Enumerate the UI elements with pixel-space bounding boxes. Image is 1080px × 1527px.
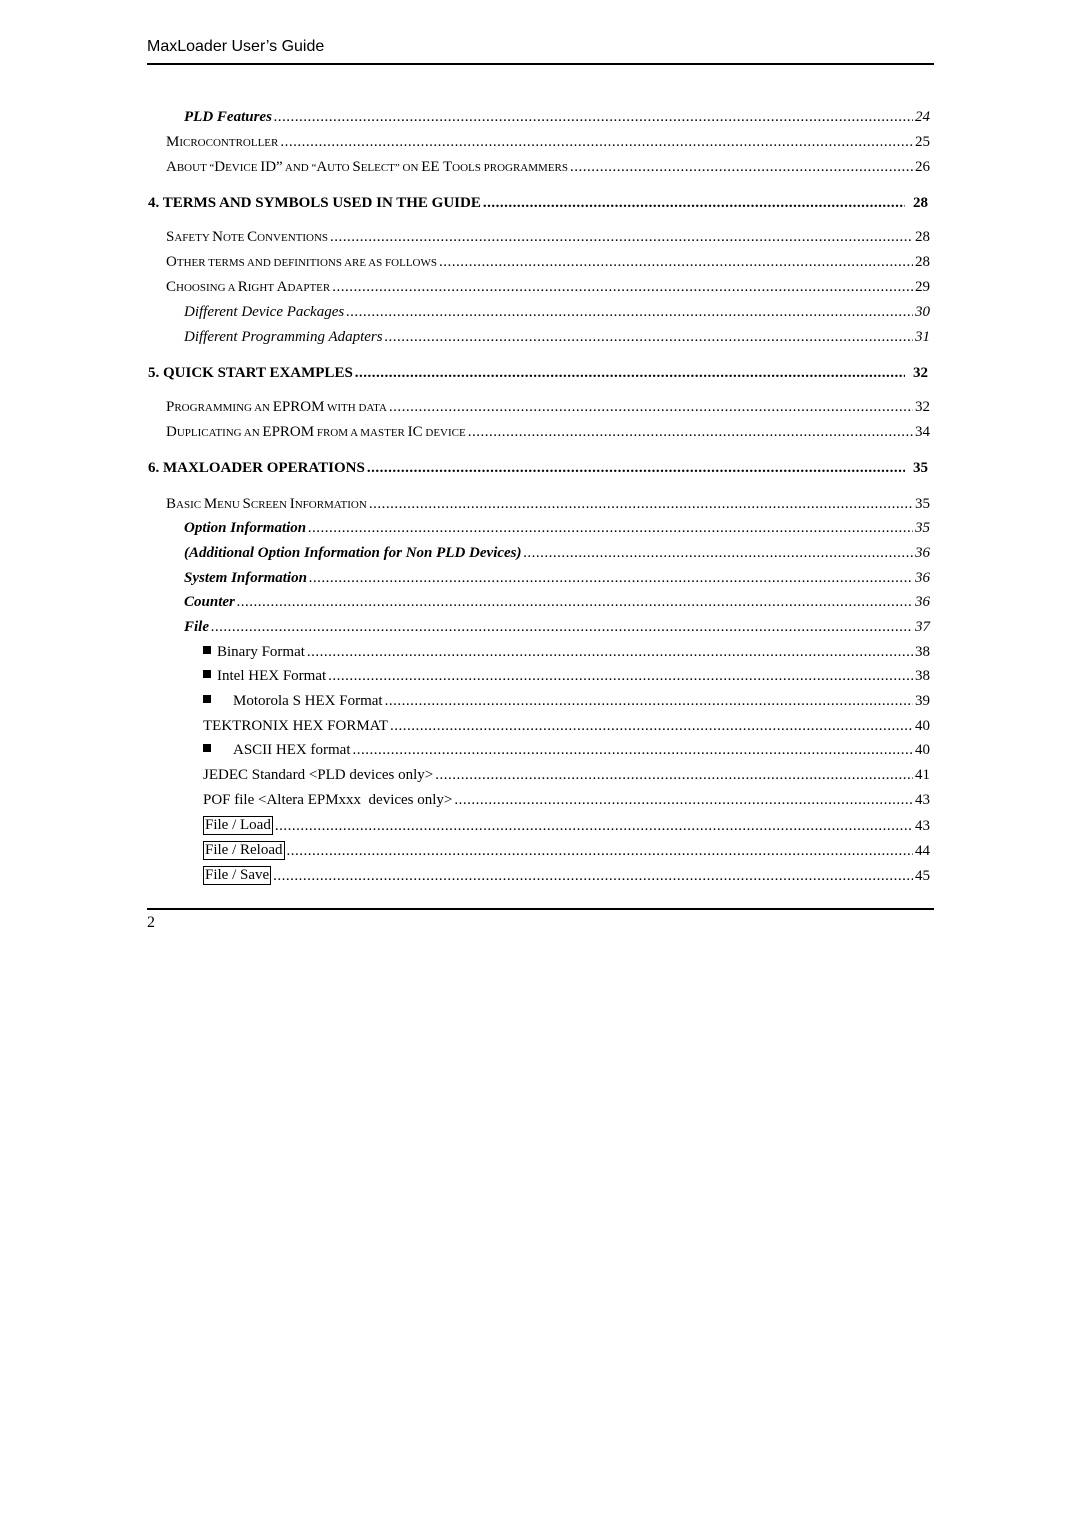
toc-chapter-5[interactable] [0,365,1080,387]
leader-dots [309,570,913,587]
toc-label: Different Programming Adapters [184,329,383,345]
toc-page-number: 38 [915,644,930,660]
toc-page-number: 44 [915,843,930,859]
toc-label: (Additional Option Information for Non PLD Devices) [184,545,522,561]
leader-dots [273,868,913,885]
leader-dots [390,718,913,735]
toc-chapter-6[interactable] [0,460,1080,482]
leader-dots [369,496,913,513]
leader-dots [346,304,913,321]
toc-label: Counter [184,594,235,610]
leader-dots [435,767,913,784]
toc-entry-programming-eprom[interactable] [0,399,1080,421]
toc-page-number: 43 [915,792,930,808]
leader-dots [308,520,913,537]
toc-label: MICROCONTROLLER [166,134,279,150]
toc-label: File / Load [205,817,271,833]
toc-label: TEKTRONIX HEX FORMAT [203,718,388,734]
toc-page-number: 45 [915,868,930,884]
toc-page-number: 30 [915,304,930,320]
toc-page-number: 24 [915,109,930,125]
leader-dots [367,460,905,477]
leader-dots [274,109,913,126]
toc-page-number: 35 [913,460,928,476]
toc-label: BASIC MENU SCREEN INFORMATION [166,496,367,512]
toc-page-number: 26 [915,159,930,175]
toc-label: PROGRAMMING AN EPROM WITH DATA [166,399,387,415]
toc-label: Intel HEX Format [203,668,326,685]
toc-label: File / Reload [205,842,283,858]
leader-dots [275,818,913,835]
toc-entry-file-load[interactable] [0,816,1080,838]
toc-entry-choosing-adapter[interactable] [0,279,1080,301]
toc-label: 4. TERMS AND SYMBOLS USED IN THE GUIDE [148,195,481,211]
leader-dots [483,195,905,212]
toc-entry-ascii-hex-format[interactable] [0,742,1080,764]
toc-entry-jedec-standard[interactable] [0,767,1080,789]
toc-page-number: 38 [915,668,930,684]
toc-page-number: 36 [915,545,930,561]
toc-page-number: 41 [915,767,930,783]
toc-page-number: 28 [913,195,928,211]
toc-label: System Information [184,570,307,586]
toc-entry-safety-note[interactable] [0,229,1080,251]
leader-dots [307,644,913,661]
toc-label: SAFETY NOTE CONVENTIONS [166,229,329,245]
leader-dots [385,329,913,346]
toc-label: 5. QUICK START EXAMPLES [148,365,353,381]
leader-dots [468,424,913,441]
toc-page-number: 34 [915,424,930,440]
toc-entry-file[interactable] [0,619,1080,641]
toc-entry-basic-menu-screen[interactable] [0,496,1080,518]
toc-entry-pld-features[interactable] [0,109,1080,131]
leader-dots [454,792,913,809]
toc-page-number: 25 [915,134,930,150]
toc-entry-counter[interactable] [0,594,1080,616]
toc-label: File / Save [205,867,270,883]
toc-label: OTHER TERMS AND DEFINITIONS ARE AS FOLLOWS [166,254,437,270]
leader-dots [328,668,913,685]
toc-label: Motorola S HEX Format [203,693,383,710]
toc-label: PLD Features [184,109,272,125]
toc-entry-file-save[interactable] [0,866,1080,888]
toc-entry-about-device-id[interactable] [0,159,1080,181]
toc-entry-different-programming-adapters[interactable] [0,329,1080,351]
leader-dots [287,843,914,860]
leader-dots [352,742,913,759]
toc-entry-microcontroller[interactable] [0,134,1080,156]
toc-entry-motorola-hex-format[interactable] [0,693,1080,715]
square-bullet-icon [203,670,211,678]
toc-label: Different Device Packages [184,304,345,320]
toc-page-number: 32 [915,399,930,415]
toc-page-number: 39 [915,693,930,709]
toc-chapter-4[interactable] [0,195,1080,217]
toc-page-number: 29 [915,279,930,295]
toc-entry-intel-hex-format[interactable] [0,668,1080,690]
leader-dots [439,254,913,271]
toc-page-number: 37 [915,619,930,635]
toc-page-number: 40 [915,742,930,758]
page-number: 2 [147,914,155,931]
toc-page-number: 32 [913,365,928,381]
toc-page-number: 31 [915,329,930,345]
toc-label: Option Information [184,520,307,536]
leader-dots [211,619,913,636]
leader-dots [385,693,913,710]
toc-label: File [184,619,209,635]
toc-page-number: 36 [915,570,930,586]
leader-dots [355,365,905,382]
leader-dots [237,594,913,611]
toc-entry-system-information[interactable] [0,570,1080,592]
toc-label: Binary Format [203,644,305,661]
toc-entry-option-information[interactable] [0,520,1080,542]
toc-page-number: 40 [915,718,930,734]
square-bullet-icon [203,744,211,752]
leader-dots [280,134,913,151]
toc-page-number: 28 [915,229,930,245]
toc-label: JEDEC Standard <PLD devices only> [203,767,434,783]
toc-entry-pof-file[interactable] [0,792,1080,814]
toc-entry-duplicating-eprom[interactable] [0,424,1080,446]
toc-page-number: 35 [915,496,930,512]
leader-dots [332,279,913,296]
toc-label: CHOOSING A RIGHT ADAPTER [166,279,331,295]
toc-label: ASCII HEX format [203,742,350,759]
square-bullet-icon [203,646,211,654]
leader-dots [330,229,913,246]
toc-page-number: 36 [915,594,930,610]
running-header: MaxLoader User’s Guide [147,38,325,55]
footer-rule [147,908,934,910]
toc-entry-other-terms[interactable] [0,254,1080,276]
toc-entry-binary-format[interactable] [0,644,1080,666]
toc-page-number: 28 [915,254,930,270]
leader-dots [524,545,913,562]
toc-entry-tektronix-hex-format[interactable] [0,718,1080,740]
toc-label: 6. MAXLOADER OPERATIONS [148,460,365,476]
leader-dots [570,159,913,176]
toc-entry-additional-option-information[interactable] [0,545,1080,567]
toc-page-number: 35 [915,520,930,536]
toc-entry-different-device-packages[interactable] [0,304,1080,326]
toc-label: POF file <Altera EPMxxx devices only> [203,792,453,808]
toc-label: DUPLICATING AN EPROM FROM A MASTER IC DEVICE [166,424,466,440]
toc-entry-file-reload[interactable] [0,841,1080,863]
leader-dots [389,399,913,416]
square-bullet-icon [203,695,211,703]
toc-label: ABOUT “DEVICE ID” AND “AUTO SELECT” ON EE TOOLS PROGRAMMERS [166,159,568,175]
toc-page-number: 43 [915,818,930,834]
